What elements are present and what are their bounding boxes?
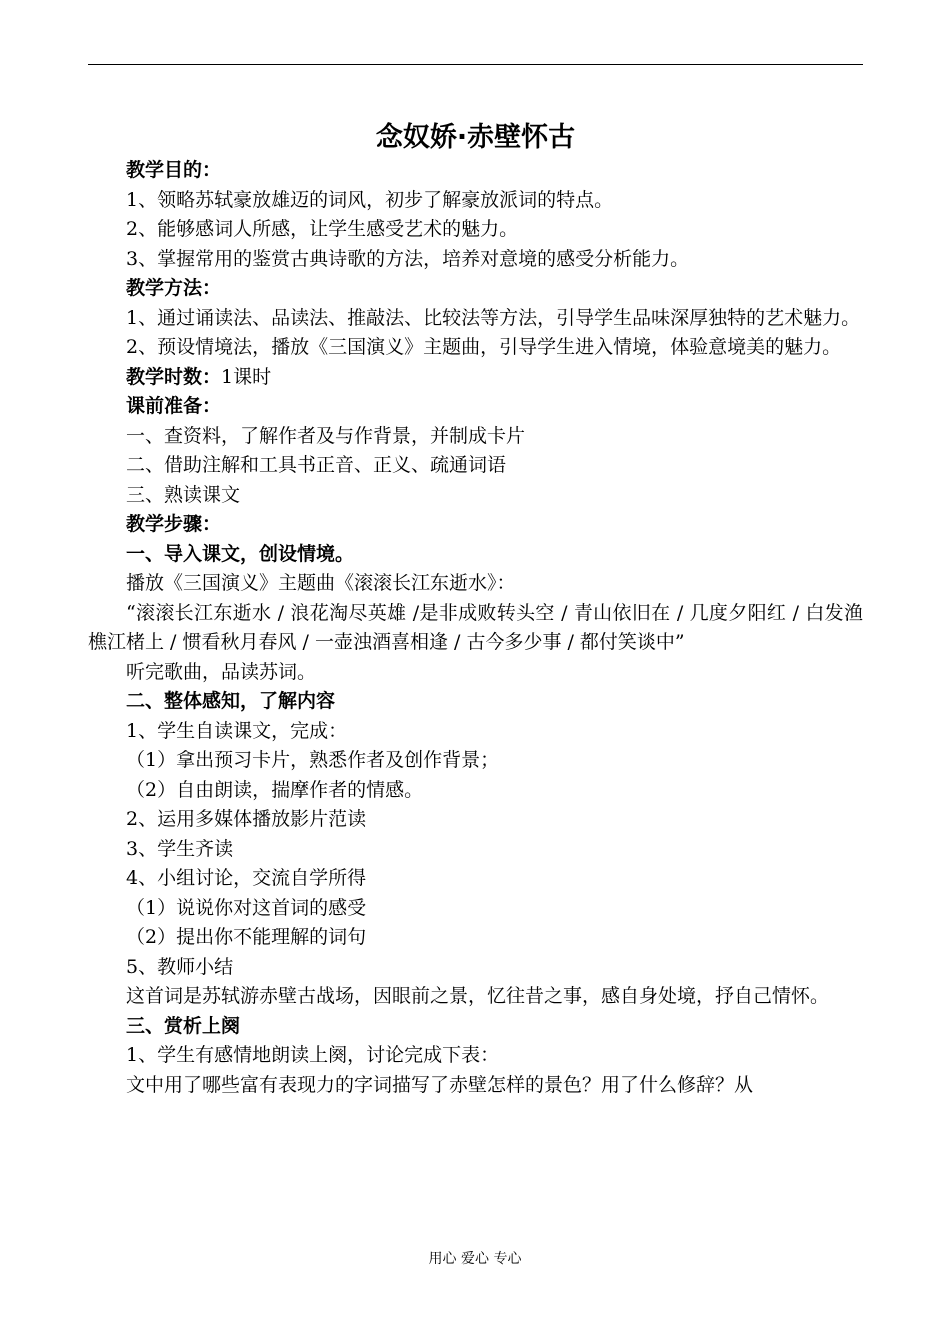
paragraph: 听完歌曲，品读苏词。	[126, 660, 317, 683]
paragraph: 3、学生齐读	[126, 837, 234, 860]
paragraph: 2、能够感词人所感，让学生感受艺术的魅力。	[126, 218, 519, 240]
paragraph: 2、运用多媒体播放影片范读	[126, 808, 367, 830]
document-body	[88, 120, 863, 1100]
paragraph: 播放《三国演义》主题曲《滚滚长江东逝水》：	[126, 572, 516, 594]
paragraph: “滚滚长江东逝水 / 浪花淘尽英雄 /是非成败转头空 / 青山依旧在 / 几度夕阳红 / 白发渔樵江楮上 / 惯看秋月春风 / 一壶浊酒喜相逢 / 古今多少事 / 都付笑谈中”	[88, 601, 863, 653]
section-heading: 教学目的：	[126, 159, 222, 181]
paragraph	[88, 363, 863, 393]
paragraph: 3、掌握常用的鉴赏古典诗歌的方法，培养对意境的感受分析能力。	[126, 247, 690, 270]
paragraph: 5、教师小结	[126, 955, 234, 978]
paragraph: 二、借助注解和工具书正音、正义、疏通词语	[126, 454, 507, 476]
paragraph: 一、查资料，了解作者及与作背景，并制成卡片	[126, 424, 526, 447]
document-lines	[88, 156, 863, 1100]
section-heading: 二、整体感知，了解内容	[126, 690, 336, 712]
section-heading: 一、导入课文，创设情境。	[126, 542, 355, 565]
paragraph: （1）拿出预习卡片，熟悉作者及创作背景；	[126, 749, 500, 771]
paragraph: 三、熟读课文	[126, 483, 241, 506]
paragraph: 1、通过诵读法、品读法、推敲法、比较法等方法，引导学生品味深厚独特的艺术魅力。	[126, 306, 861, 329]
section-heading: 教学步骤：	[126, 513, 222, 535]
paragraph: （1）说说你对这首词的感受	[126, 896, 367, 919]
paragraph: 1、学生自读课文，完成：	[126, 719, 348, 742]
paragraph: 1、领略苏轼豪放雄迈的词风，初步了解豪放派词的特点。	[126, 188, 614, 211]
header-rule	[88, 64, 863, 65]
section-heading: 课前准备：	[126, 395, 222, 417]
section-heading: 三、赏析上阕	[126, 1014, 241, 1037]
paragraph: 1、学生有感情地朗读上阕，讨论完成下表：	[126, 1044, 500, 1066]
section-heading: 教学方法：	[126, 277, 222, 299]
page-footer: 用心 爱心 专心	[428, 1251, 522, 1267]
field-label: 教学时数：	[126, 365, 222, 388]
paragraph: 这首词是苏轼游赤壁古战场，因眼前之景，忆往昔之事，感自身处境，抒自己情怀。	[126, 985, 830, 1007]
paragraph: 4、小组讨论，交流自学所得	[126, 867, 367, 889]
paragraph: 文中用了哪些富有表现力的字词描写了赤壁怎样的景色？用了什么修辞？从	[126, 1073, 754, 1096]
paragraph: 2、预设情境法，播放《三国演义》主题曲，引导学生进入情境，体验意境美的魅力。	[126, 336, 842, 358]
paragraph: （2）提出你不能理解的词句	[126, 926, 367, 948]
document-title: 念奴娇·赤壁怀古	[375, 122, 576, 153]
field-value: 1课时	[221, 365, 272, 388]
paragraph: （2）自由朗读，揣摩作者的情感。	[126, 778, 424, 801]
